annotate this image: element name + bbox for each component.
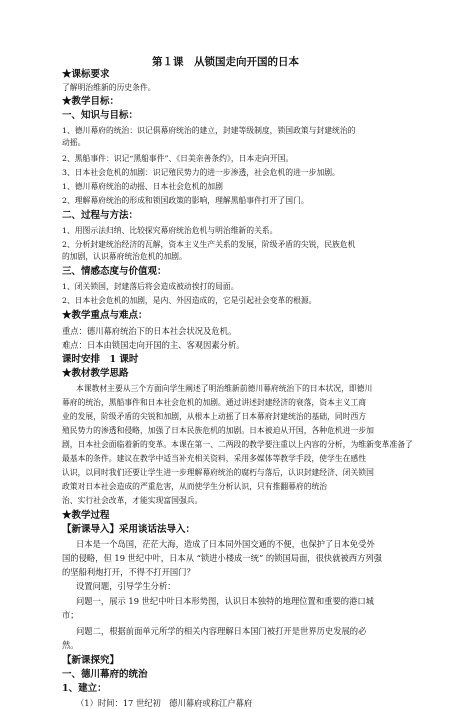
section-heading: 一、知识与目标： [62,110,139,121]
page-title: 第１课 从锁国走向开国的日本 [152,56,299,68]
section-heading: 一、德川幕府的统治 [62,669,148,680]
body-text-line: 国的侵略，但 19 世纪中叶，日本从 “锁进小楼成一统” 的锁国局面，很快就被西方列强 [62,553,382,563]
body-text-line: 1、闭关锁国，封建落后将会造成被动挨打的局面。 [62,282,239,291]
body-text-line: 1、德川幕府的统治：识记俱幕府统治的建立，封建等级制度，锁国政策与封建统治的 [62,126,356,135]
body-text-line: 日本是一个岛国，茫茫大海，造成了日本同外国交通的不便，也保护了日本免受外 [76,539,375,549]
section-heading: 【新课探究】 [62,655,120,666]
body-text-line: 然。 [62,640,79,650]
body-text-line: 幕府的统治，黑船事件和日本社会危机的加剧。通过讲述封建经济的衰落，资本主义工商 [62,398,367,407]
body-text-line: 的坚船利炮打开，不得不打开国门？ [62,567,195,577]
body-text-line: 3、日本社会危机的加剧：识记殖民势力的进一步渗透，社会危机的进一步加剧。 [62,168,340,177]
body-text-line: 认识，以同时我们还要让学生进一步理解幕府统治的腐朽与落后，认识封建经济、闭关锁国 [62,468,374,477]
body-text-line: 的加剧，认识幕府统治危机的加剧。 [62,252,187,261]
section-heading: ★课标要求 [62,69,110,80]
body-text-line: 2、日本社会危机的加剧，是内、外因造成的，它是引起社会变革的根源。 [62,296,317,305]
section-heading: 二、过程与方法： [62,210,139,221]
body-text-line: 1、德川幕府统治的动摇、日本社会危机的加剧 [62,182,223,191]
section-heading: ★教学目标： [62,96,120,107]
section-heading: 1、建立： [62,683,107,694]
body-text-line: （1）时间：17 世纪初 德川幕府或称江户幕府 [76,698,253,708]
body-text-line: 殖民势力的渗透和侵略，加强了日本民族危机的加剧。日本被迫从开国，各种危机进一步加 [62,426,374,435]
body-text-line: 重点：德川幕府统治下的日本社会状况及危机。 [62,326,237,336]
body-text-line: 2、理解幕府统治的形成和锁国政策的影响，理解黑船事件打开了国门。 [62,196,309,205]
body-text-line: 2、分析封建统治经济的瓦解，资本主义生产关系的发展，阶级矛盾的尖锐，民族危机 [62,240,356,249]
section-heading: ★教学过程 [62,510,110,521]
body-text-line: 市； [62,610,79,620]
body-text-line: 问题二，根据前面单元所学的相关内容理解日本国门被打开是世界历史发展的必 [76,626,367,636]
body-text-line: 问题一，展示 19 世纪中叶日本形势图，认识日本独特的地理位置和重要的港口城 [76,596,374,606]
body-text-line: 本课教材主要从三个方面向学生阐述了明治维新前德川幕府统治下的日本状况，即德川 [76,384,373,393]
body-text-line: 难点：日本由锁国走向开国的主、客观因素分析。 [62,340,245,350]
section-heading: ★教学重点与难点： [62,310,148,321]
body-text-line: 动摇。 [62,138,86,147]
body-text-line: 2、黑船事件：识记“黑船事件”、《日美亲善条约》，日本走向开国。 [62,154,294,163]
body-text-line: 治、实行社会改革，才能实现富国强兵。 [62,496,203,505]
section-heading: 课时安排 1 课时 [62,354,139,365]
body-text-line: 最基本的条件。建议在教学中适当补充相关资料，采用多媒体等教学手段，使学生在感性 [62,454,367,463]
section-heading: 三、情感态度与价值观： [62,266,167,277]
body-text-line: 1、用图示法归纳、比较探究幕府统治危机与明治维新的关系。 [62,226,278,235]
body-text-line: 政策对日本社会造成的严重危害，从而使学生分析认识，只有推翻幕府的统治 [62,482,328,491]
body-text-line: 设置问题，引导学生分析： [76,581,176,591]
section-heading: 【新课导入】采用谈话法导入： [62,524,196,535]
section-heading: ★教材教学思路 [62,368,129,379]
body-text-line: 剧，日本社会面临着新的变革。本课在第一、二两段的教学要注重以上内容的分析，为维新变革准备了 [62,440,413,449]
body-text-line: 业的发展，阶级矛盾的尖锐和加剧，从根本上动摇了日本幕府封建统治的基础，同时西方 [62,412,367,421]
body-text-line: 了解明治维新的历史条件。 [62,83,156,92]
